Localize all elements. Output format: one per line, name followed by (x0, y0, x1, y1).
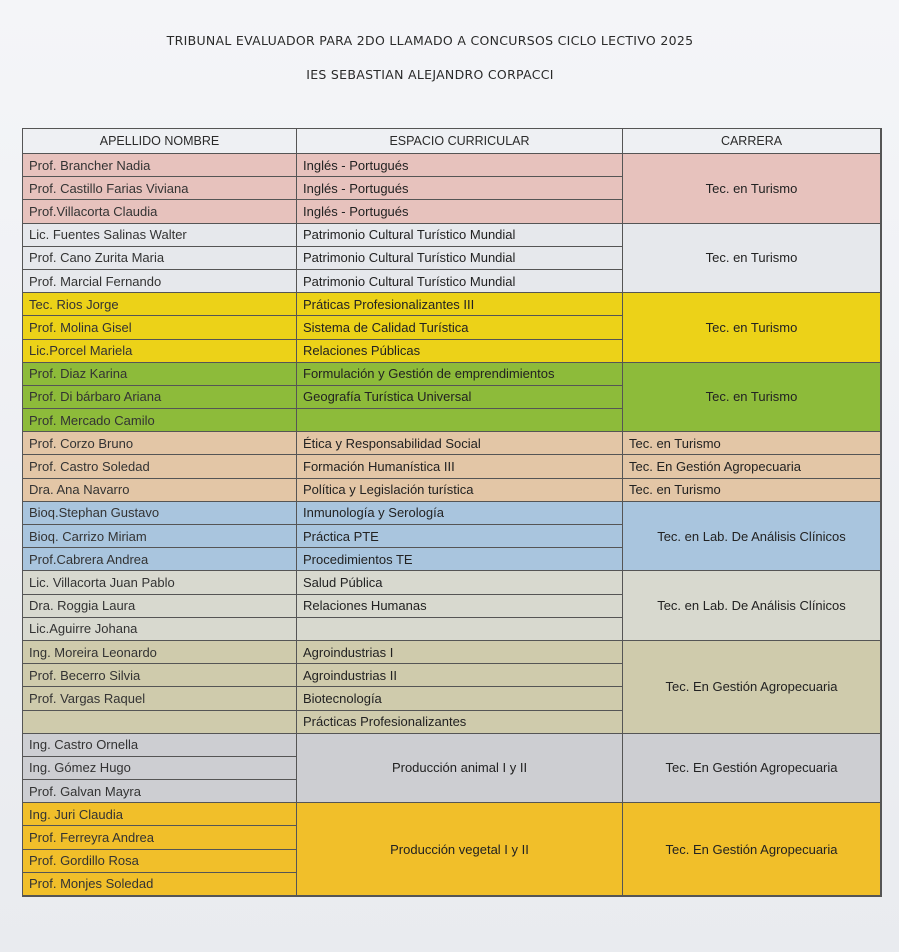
table-row-subject: Relaciones Públicas (297, 340, 623, 363)
document-title: TRIBUNAL EVALUADOR PARA 2DO LLAMADO A CONCURSOS CICLO LECTIVO 2025 (166, 33, 694, 48)
table-row-name: Tec. Rios Jorge (23, 293, 297, 316)
table-row-name: Lic.Aguirre Johana (23, 618, 297, 641)
table-row-career: Tec. En Gestión Agropecuaria (623, 803, 881, 896)
table-row-subject: Sistema de Calidad Turística (297, 316, 623, 339)
table-row-subject: Inglés - Portugués (297, 154, 623, 177)
table-row-career: Tec. En Gestión Agropecuaria (623, 641, 881, 734)
table-row-name: Dra. Roggia Laura (23, 595, 297, 618)
table-row-name: Bioq.Stephan Gustavo (23, 502, 297, 525)
table-row-subject (297, 618, 623, 641)
table-row-name: Lic. Villacorta Juan Pablo (23, 571, 297, 594)
table-row-name: Prof. Castillo Farias Viviana (23, 177, 297, 200)
table-row-name: Ing. Moreira Leonardo (23, 641, 297, 664)
table-row-name: Prof. Ferreyra Andrea (23, 826, 297, 849)
table-row-name: Prof. Galvan Mayra (23, 780, 297, 803)
table-row-career: Tec. en Turismo (623, 154, 881, 224)
table-row-name: Prof. Monjes Soledad (23, 873, 297, 896)
table-row-name: Prof. Diaz Karina (23, 363, 297, 386)
table-row-subject: Agroindustrias I (297, 641, 623, 664)
table-row-name: Prof. Vargas Raquel (23, 687, 297, 710)
table-row-career: Tec. en Turismo (623, 363, 881, 433)
table-row-name: Lic.Porcel Mariela (23, 340, 297, 363)
table-row-name: Prof. Cano Zurita Maria (23, 247, 297, 270)
table-row-career: Tec. en Lab. De Análisis Clínicos (623, 502, 881, 572)
table-row-name: Prof.Cabrera Andrea (23, 548, 297, 571)
table-row-career: Tec. en Lab. De Análisis Clínicos (623, 571, 881, 641)
table-row-subject: Inglés - Portugués (297, 200, 623, 223)
table-row-subject: Práticas Profesionalizantes III (297, 293, 623, 316)
table-row-name: Prof. Corzo Bruno (23, 432, 297, 455)
table-row-name: Dra. Ana Navarro (23, 479, 297, 502)
table-row-name: Prof. Becerro Silvia (23, 664, 297, 687)
table-row-subject: Patrimonio Cultural Turístico Mundial (297, 224, 623, 247)
table-row-name (23, 711, 297, 734)
table-row-name: Prof. Di bárbaro Ariana (23, 386, 297, 409)
evaluation-table (22, 128, 882, 897)
table-row-subject: Biotecnología (297, 687, 623, 710)
table-row-career: Tec. en Turismo (623, 224, 881, 294)
table-row-subject: Procedimientos TE (297, 548, 623, 571)
table-row-subject: Relaciones Humanas (297, 595, 623, 618)
table-row-name: Prof. Mercado Camilo (23, 409, 297, 432)
table-row-subject: Producción vegetal I y II (297, 803, 623, 896)
table-row-subject: Patrimonio Cultural Turístico Mundial (297, 270, 623, 293)
table-row-subject: Formulación y Gestión de emprendimientos (297, 363, 623, 386)
table-row-subject: Política y Legislación turística (297, 479, 623, 502)
header-name: APELLIDO NOMBRE (23, 129, 297, 154)
table-row-subject: Salud Pública (297, 571, 623, 594)
table-row-name: Lic. Fuentes Salinas Walter (23, 224, 297, 247)
header-career: CARRERA (623, 129, 881, 154)
table-row-name: Prof.Villacorta Claudia (23, 200, 297, 223)
table-row-career: Tec. En Gestión Agropecuaria (623, 734, 881, 804)
table-row-subject: Producción animal I y II (297, 734, 623, 804)
table-row-subject: Prácticas Profesionalizantes (297, 711, 623, 734)
table-row-name: Ing. Gómez Hugo (23, 757, 297, 780)
table-row-career: Tec. en Turismo (623, 293, 881, 363)
table-row-subject: Ética y Responsabilidad Social (297, 432, 623, 455)
table-row-name: Prof. Castro Soledad (23, 455, 297, 478)
table-row-name: Prof. Marcial Fernando (23, 270, 297, 293)
table-row-name: Prof. Molina Gisel (23, 316, 297, 339)
table-row-name: Ing. Castro Ornella (23, 734, 297, 757)
table-row-career: Tec. En Gestión Agropecuaria (623, 455, 881, 478)
table-row-career: Tec. en Turismo (623, 479, 881, 502)
table-row-career: Tec. en Turismo (623, 432, 881, 455)
table-row-subject: Formación Humanística III (297, 455, 623, 478)
table-row-name: Prof. Brancher Nadia (23, 154, 297, 177)
table-row-name: Bioq. Carrizo Miriam (23, 525, 297, 548)
table-row-subject: Agroindustrias II (297, 664, 623, 687)
table-row-subject: Inmunología y Serología (297, 502, 623, 525)
header-subject: ESPACIO CURRICULAR (297, 129, 623, 154)
institution-name: IES SEBASTIAN ALEJANDRO CORPACCI (306, 67, 554, 82)
table-row-subject: Inglés - Portugués (297, 177, 623, 200)
table-row-name: Prof. Gordillo Rosa (23, 850, 297, 873)
table-row-subject: Patrimonio Cultural Turístico Mundial (297, 247, 623, 270)
table-row-name: Ing. Juri Claudia (23, 803, 297, 826)
table-row-subject: Geografía Turística Universal (297, 386, 623, 409)
table-row-subject (297, 409, 623, 432)
table-row-subject: Práctica PTE (297, 525, 623, 548)
